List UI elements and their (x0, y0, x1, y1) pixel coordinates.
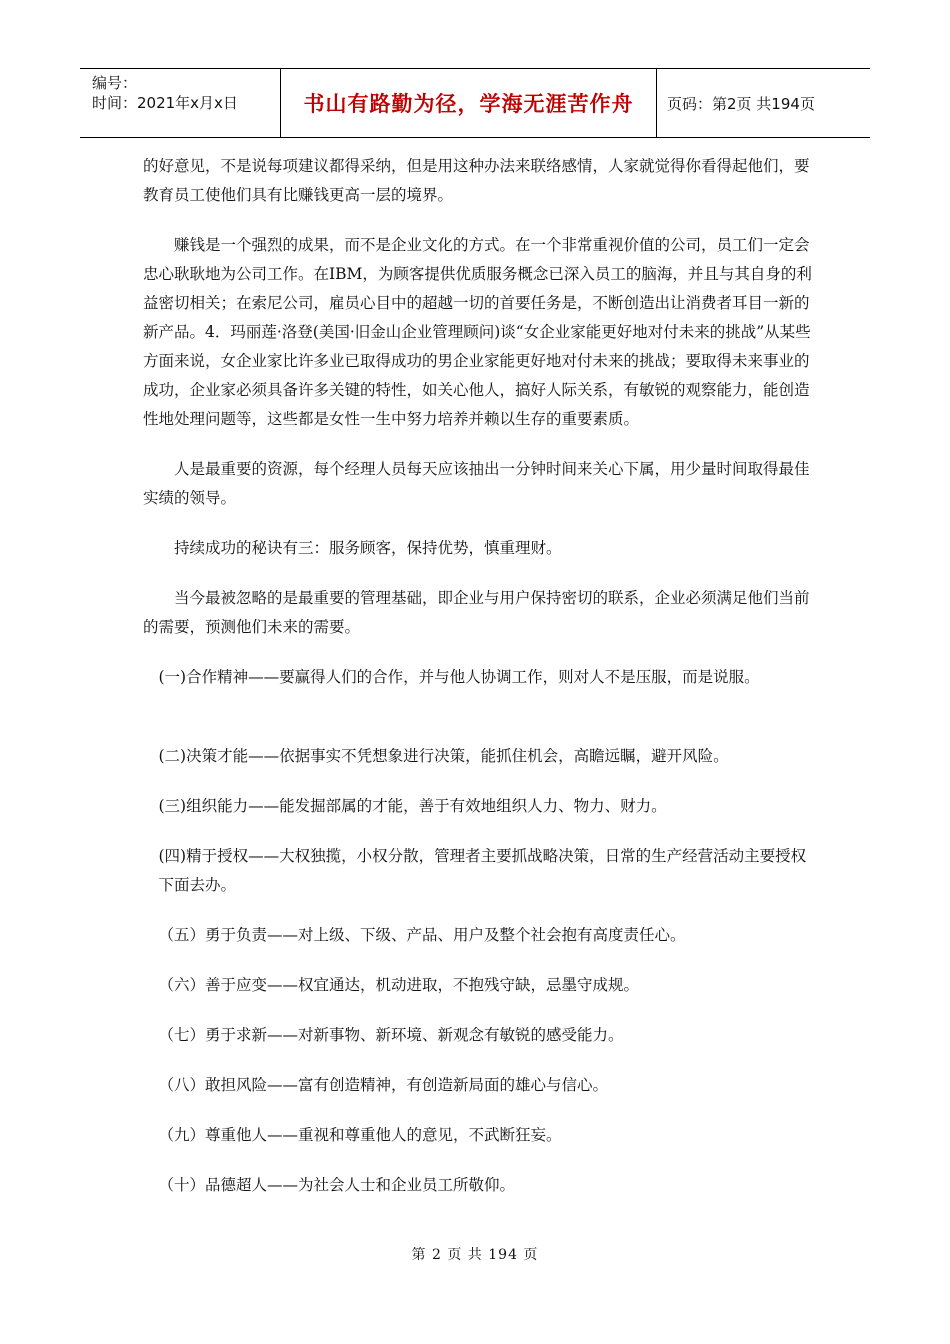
list-item: （五）勇于负责——对上级、下级、产品、用户及整个社会抱有高度责任心。 (158, 926, 686, 944)
document-number-label: 编号： (92, 74, 138, 92)
page-footer: 第 2 页 共 194 页 (411, 1247, 539, 1263)
list-item: (一)合作精神——要赢得人们的合作，并与他人协调工作，则对人不是压服，而是说服。 (158, 668, 760, 686)
document-body (143, 152, 815, 1221)
paragraph: 当今最被忽略的是最重要的管理基础，即企业与用户保持密切的联系，企业必须满足他们当前的需要，预测他们未来的需要。 (143, 589, 810, 636)
list-item: （九）尊重他人——重视和尊重他人的意见，不武断狂妄。 (158, 1126, 562, 1144)
page-header (80, 68, 870, 138)
paragraph: 赚钱是一个强烈的成果，而不是企业文化的方式。在一个非常重视价值的公司，员工们一定会忠心耿耿地为公司工作。在IBM，为顾客提供优质服务概念已深入员工的脑海，并且与其自身的利益密切相关；在索尼公司，雇员心目中的超越一切的首要任务是，不断创造出让消费者耳目一新的新产品。4．玛丽莲·洛登(美国·旧金山企业管理顾问)谈“女企业家能更好地对付未来的挑战”从某些方面来说，女企业家比许多业已取得成功的男企业家能更好地对付未来的挑战；要取得未来事业的成功，企业家必须具备许多关键的特性，如关心他人，搞好人际关系，有敏锐的观察能力，能创造性地处理问题等，这些都是女性一生中努力培养并赖以生存的重要素质。 (143, 236, 812, 428)
header-page-info: 页码：第2页 共194页 (667, 94, 815, 113)
list-item: （十）品德超人——为社会人士和企业员工所敬仰。 (158, 1176, 516, 1194)
list-item: (二)决策才能——依据事实不凭想象进行决策，能抓住机会，高瞻远瞩，避开风险。 (158, 747, 729, 765)
list-item: （六）善于应变——权宜通达，机动进取，不抱残守缺，忌墨守成规。 (158, 976, 640, 994)
list-item: (四)精于授权——大权独揽，小权分散，管理者主要抓战略决策，日常的生产经营活动主要授权下面去办。 (158, 847, 807, 894)
list-item: (三)组织能力——能发掘部属的才能，善于有效地组织人力、物力、财力。 (158, 797, 667, 815)
paragraph: 持续成功的秘诀有三：服务顾客，保持优势，慎重理财。 (174, 539, 562, 557)
list-item: （七）勇于求新——对新事物、新环境、新观念有敏锐的感受能力。 (158, 1026, 624, 1044)
header-meta (80, 69, 280, 137)
header-motto: 书山有路勤为径，学海无涯苦作舟 (280, 69, 657, 137)
paragraph: 的好意见，不是说每项建议都得采纳，但是用这种办法来联络感情，人家就觉得你看得起他们，要教育员工使他们具有比赚钱更高一层的境界。 (143, 157, 810, 204)
list-item: （八）敢担风险——富有创造精神，有创造新局面的雄心与信心。 (158, 1076, 609, 1094)
paragraph: 人是最重要的资源，每个经理人员每天应该抽出一分钟时间来关心下属，用少量时间取得最佳实绩的领导。 (143, 460, 810, 507)
document-date: 时间：2021年x月x日 (92, 94, 238, 112)
